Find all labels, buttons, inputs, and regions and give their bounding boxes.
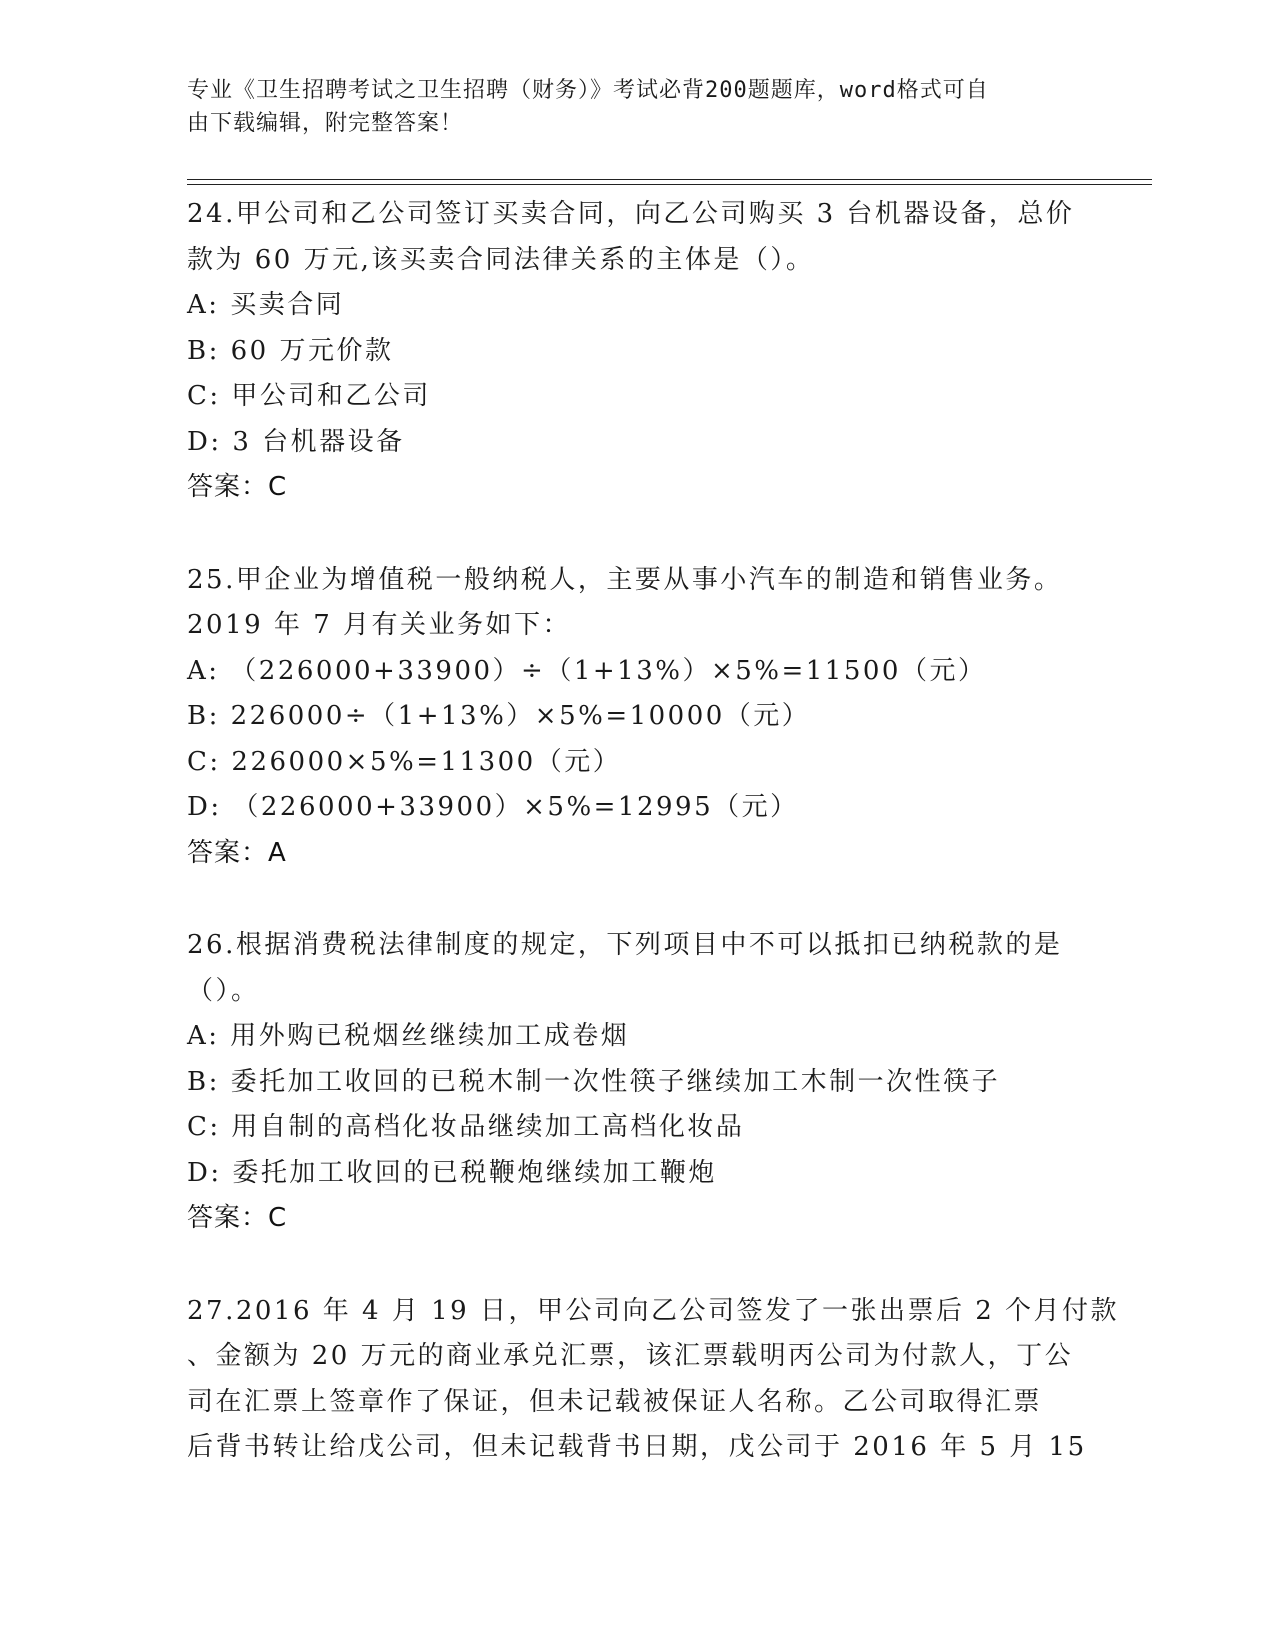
question-stem-line: 后背书转让给戊公司，但未记载背书日期，戊公司于 2016 年 5 月 15 <box>187 1432 1087 1462</box>
question-stem-line: （）。 <box>187 975 260 1006</box>
option-d: D: 3 台机器设备 <box>187 426 405 457</box>
question-stem-line: 26.根据消费税法律制度的规定，下列项目中不可以抵扣已纳税款的是 <box>187 930 1063 960</box>
question-24 <box>187 192 1087 511</box>
question-stem-line: 、金额为 20 万元的商业承兑汇票，该汇票载明丙公司为付款人，丁公 <box>187 1341 1074 1371</box>
option-c: C: 甲公司和乙公司 <box>187 381 431 411</box>
option-b: B: 委托加工收回的已税木制一次性筷子继续加工木制一次性筷子 <box>187 1066 1001 1097</box>
question-stem-line: 司在汇票上签章作了保证，但未记载被保证人名称。乙公司取得汇票 <box>187 1386 1043 1417</box>
option-b: B: 60 万元价款 <box>187 335 394 366</box>
question-stem-line: 款为 60 万元,该买卖合同法律关系的主体是（）。 <box>187 244 815 275</box>
answer-line: 答案：C <box>187 472 288 502</box>
header-line-1: 专业《卫生招聘考试之卫生招聘（财务）》考试必背200题题库，word格式可自 <box>187 78 989 103</box>
option-c: C: 用自制的高档化妆品继续加工高档化妆品 <box>187 1112 745 1142</box>
option-d: D: 委托加工收回的已税鞭炮继续加工鞭炮 <box>187 1157 717 1188</box>
question-26 <box>187 923 1087 1242</box>
question-stem-line: 27.2016 年 4 月 19 日，甲公司向乙公司签发了一张出票后 2 个月付款 <box>187 1295 1120 1326</box>
question-27 <box>187 1289 1120 1471</box>
header-rule-top <box>187 179 1152 180</box>
header-line-2: 由下载编辑，附完整答案！ <box>187 111 464 136</box>
question-stem-line: 25.甲企业为增值税一般纳税人，主要从事小汽车的制造和销售业务。 <box>187 564 1063 595</box>
question-25 <box>187 558 1087 877</box>
header-rule-bottom <box>187 184 1152 185</box>
option-d: D: （226000+33900）×5%=12995（元） <box>187 792 799 822</box>
answer-line: 答案：C <box>187 1203 288 1233</box>
option-a: A: （226000+33900）÷（1+13%）×5%=11500（元） <box>187 655 987 686</box>
option-a: A: 买卖合同 <box>187 290 345 320</box>
option-a: A: 用外购已税烟丝继续加工成卷烟 <box>187 1021 630 1051</box>
option-b: B: 226000÷（1+13%）×5%=10000（元） <box>187 701 811 731</box>
question-stem-line: 2019 年 7 月有关业务如下： <box>187 610 572 640</box>
option-c: C: 226000×5%=11300（元） <box>187 746 622 777</box>
question-stem-line: 24.甲公司和乙公司签订买卖合同，向乙公司购买 3 台机器设备，总价 <box>187 199 1075 229</box>
question-list <box>187 192 1120 1518</box>
answer-line: 答案：A <box>187 837 287 868</box>
document-header <box>187 74 1087 140</box>
